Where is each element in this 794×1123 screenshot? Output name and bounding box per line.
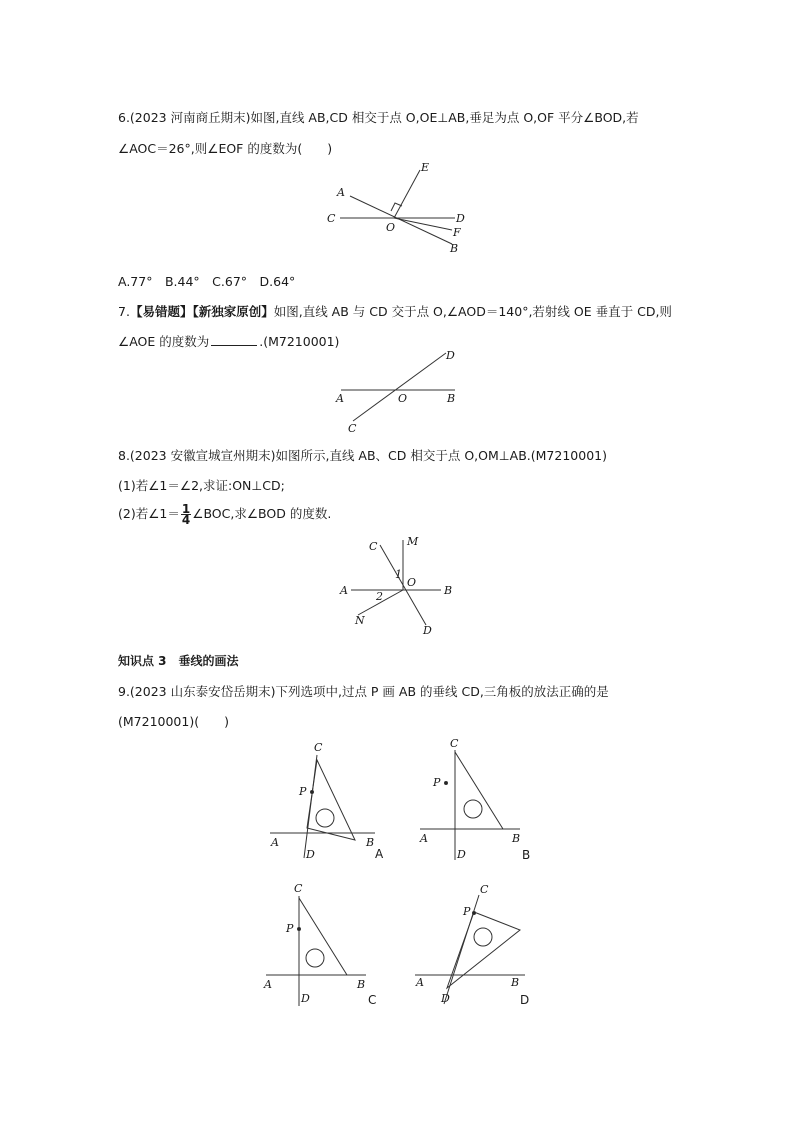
q8-line1: 8.(2023 安徽宣城宣州期末)如图所示,直线 AB、CD 相交于点 O,OM⊥AB.(M7210001) [118,448,607,463]
q9-a-triangle [307,760,355,840]
q7-label-c: C [348,422,357,435]
q9-a-point-p [311,791,314,794]
q9-line1: 9.(2023 山东泰安岱岳期末)下列选项中,过点 P 画 AB 的垂线 CD,三角板的放法正确的是 [118,684,609,699]
q8-part2-end: ∠BOC,求∠BOD 的度数. [192,506,332,521]
q9-b-triangle-hole [464,800,482,818]
q9-d-label-b: B [511,976,520,989]
q9-a-label-b: B [366,836,375,849]
q6-options: A.77° B.44° C.67° D.64° [118,274,296,289]
q8-label-1: 1 [395,568,402,581]
q6-label-c: C [327,212,336,225]
q9-b-label-b: B [512,832,521,845]
q9-c-label-a: A [264,978,272,991]
q9-a-triangle-hole [316,809,334,827]
q9-option-d-figure[interactable] [415,883,529,1007]
q7-label-a: A [336,392,344,405]
q8-label-o: O [407,576,417,589]
q8-part1: (1)若∠1＝∠2,求证:ON⊥CD; [118,478,285,493]
q8-label-2: 2 [376,590,383,603]
q9-d-label-c: C [480,883,489,896]
q7-number: 7. [118,304,130,319]
q9-c-triangle [299,898,347,975]
q9-d-triangle-hole [474,928,492,946]
q9-option-a-figure[interactable] [270,741,384,861]
q8-fraction-denominator: 4 [181,513,191,527]
q7-label-b: B [447,392,456,405]
q8-label-a: A [340,584,348,597]
q6-label-e: E [421,161,430,174]
q9-b-label-a: A [420,832,428,845]
q6-line2: ∠AOC＝26°,则∠EOF 的度数为( ) [118,141,333,156]
q9-a-label-d: D [306,848,315,861]
q9-option-d-label: D [520,993,530,1007]
q9-a-label-c: C [314,741,323,754]
q9-option-c-figure[interactable] [263,882,376,1007]
q6-label-b: B [450,242,459,255]
q9-option-a-label: A [375,847,384,861]
q9-d-label-d: D [441,992,450,1005]
q9-a-label-p: P [299,785,307,798]
q6-label-a: A [337,186,345,199]
q8-part2-start: (2)若∠1＝ [118,506,180,521]
q9-d-triangle [447,912,520,988]
q9-c-triangle-hole [306,949,324,967]
q9-b-label-d: D [457,848,466,861]
q9-d-point-p [473,912,476,915]
q8-label-d: D [423,624,432,637]
q9-b-triangle [455,752,503,829]
q9-option-b-label: B [522,848,531,862]
q9-option-c-label: C [368,993,377,1007]
q9-c-point-p [298,928,301,931]
q8-label-b: B [444,584,453,597]
q9-d-label-a: A [416,976,424,989]
q9-b-point-p [445,782,448,785]
q9-c-label-b: B [357,978,366,991]
q9-b-label-p: P [433,776,441,789]
q8-fraction-numerator: 1 [181,502,191,516]
q8-label-n: N [355,614,365,627]
q9-a-label-a: A [271,836,279,849]
q9-c-label-d: D [301,992,310,1005]
q9-d-label-p: P [463,905,471,918]
q7-line2-start: ∠AOE 的度数为 [118,334,210,349]
q8-label-m: M [407,535,419,548]
q9-b-label-c: C [450,737,459,750]
q7-label-o: O [398,392,408,405]
q7-line2-end: .(M7210001) [259,334,340,349]
section-title: 知识点 3 垂线的画法 [118,654,239,668]
q6-label-d: D [456,212,465,225]
q9-option-b-figure[interactable] [419,737,530,862]
q7-label-d: D [446,349,455,362]
q9-line2: (M7210001)( ) [118,714,229,729]
q6-label-o: O [386,221,396,234]
q9-c-label-c: C [294,882,303,895]
q7-line1-text: 如图,直线 AB 与 CD 交于点 O,∠AOD＝140°,若射线 OE 垂直于 CD,则 [273,304,672,319]
q8-label-c: C [369,540,378,553]
q7-tag-error-prone: 【易错题】 [129,304,193,319]
q9-c-label-p: P [286,922,294,935]
q7-tag-original: 【新独家原创】 [192,304,274,319]
q6-label-f: F [453,226,461,239]
q6-line1: 6.(2023 河南商丘期末)如图,直线 AB,CD 相交于点 O,OE⊥AB,垂足为点 O,OF 平分∠BOD,若 [118,110,639,125]
